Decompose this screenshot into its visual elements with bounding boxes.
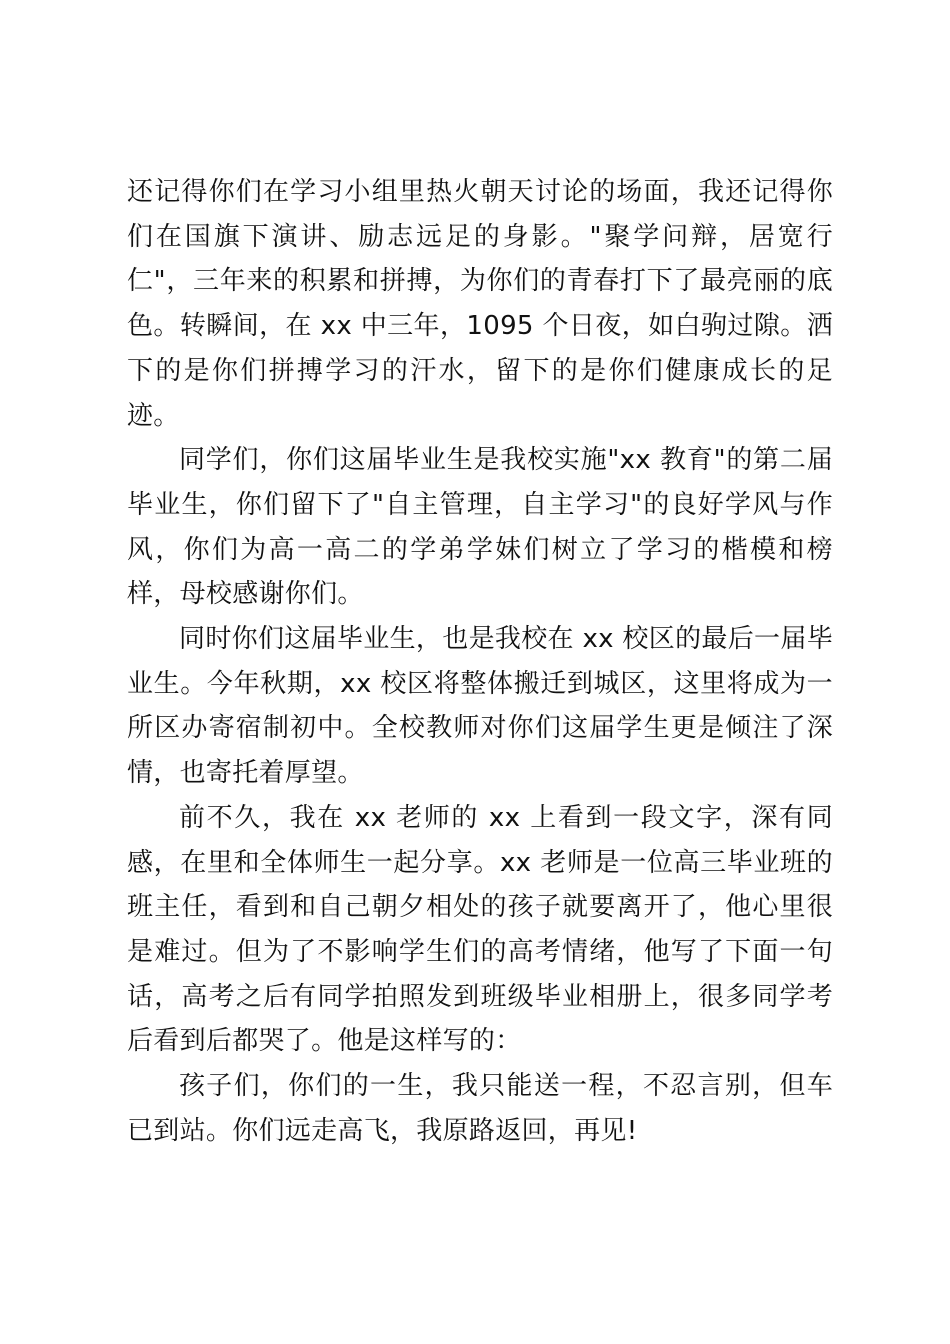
paragraph-1: 还记得你们在学习小组里热火朝天讨论的场面，我还记得你们在国旗下演讲、励志远足的身影。"聚学问辩，居宽行仁"，三年来的积累和拼搏，为你们的青春打下了最亮丽的底色。转瞬间，在 xx 中三年，1095 个日夜，如白驹过隙。洒下的是你们拼搏学习的汗水，留下的是你们健康成长的足迹。 xyxy=(127,177,833,431)
paragraph-2: 同学们，你们这届毕业生是我校实施"xx 教育"的第二届毕业生，你们留下了"自主管理，自主学习"的良好学风与作风，你们为高一高二的学弟学妹们树立了学习的楷模和榜样，母校感谢你们。 xyxy=(127,445,833,610)
document-body xyxy=(127,170,833,1153)
paragraph-4: 前不久，我在 xx 老师的 xx 上看到一段文字，深有同感，在里和全体师生一起分享。xx 老师是一位高三毕业班的班主任，看到和自己朝夕相处的孩子就要离开了，他心里很是难过。但为了不影响学生们的高考情绪，他写了下面一句话，高考之后有同学拍照发到班级毕业相册上，很多同学考后看到后都哭了。他是这样写的： xyxy=(127,802,833,1057)
paragraph-3: 同时你们这届毕业生，也是我校在 xx 校区的最后一届毕业生。今年秋期，xx 校区将整体搬迁到城区，这里将成为一所区办寄宿制初中。全校教师对你们这届学生更是倾注了深情，也寄托着厚望。 xyxy=(127,624,833,789)
paragraph-5: 孩子们，你们的一生，我只能送一程，不忍言别，但车已到站。你们远走高飞，我原路返回，再见! xyxy=(127,1071,833,1146)
